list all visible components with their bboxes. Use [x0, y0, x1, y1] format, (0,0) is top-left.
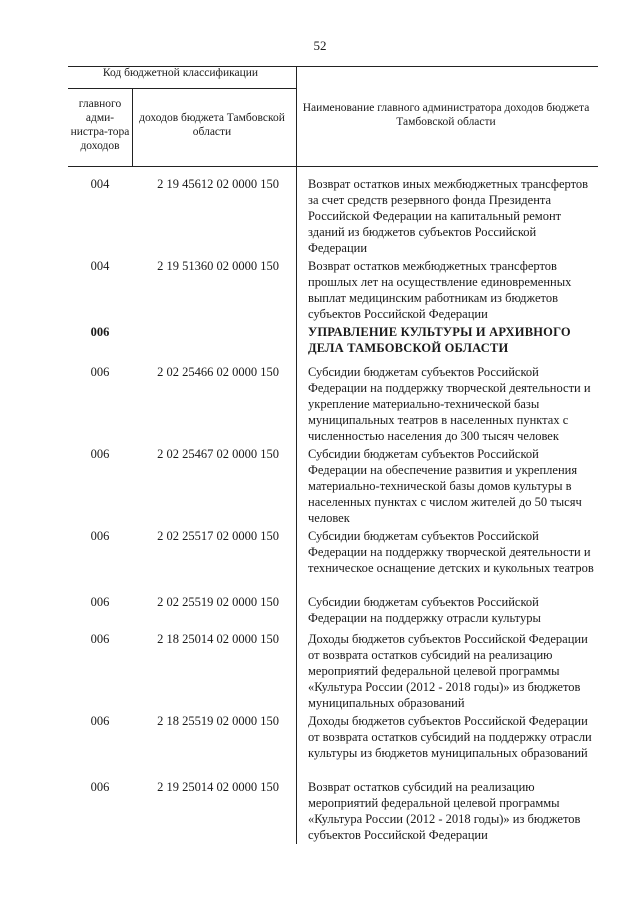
budget-code: 2 19 25014 02 0000 150 [157, 780, 279, 794]
page-number: 52 [313, 38, 327, 53]
income-name: Субсидии бюджетам субъектов Российской Федерации на обеспечение развития и укрепления материально-технической базы домов культуры в населенных пунктах с числом жителей до 50 тысяч человек [308, 447, 582, 525]
admin-code: 006 [90, 447, 110, 461]
header-name-column: Наименование главного администратора доходов бюджета Тамбовской области [302, 102, 590, 128]
budget-code: 2 19 45612 02 0000 150 [157, 177, 279, 191]
admin-code: 006 [90, 595, 110, 609]
budget-code: 2 02 25519 02 0000 150 [157, 595, 279, 609]
column-divider-code [296, 66, 297, 844]
header-kbk-title: Код бюджетной классификации [102, 67, 259, 79]
budget-code: 2 02 25517 02 0000 150 [157, 529, 279, 543]
kbk-header-divider [68, 88, 296, 89]
section-title: УПРАВЛЕНИЕ КУЛЬТУРЫ И АРХИВНОГО ДЕЛА ТАМБОВСКОЙ ОБЛАСТИ [308, 325, 571, 355]
admin-code: 006 [90, 780, 110, 794]
header-bottom-border [68, 166, 598, 167]
income-name: Возврат остатков иных межбюджетных трансфертов за счет средств резервного фонда Президента Российской Федерации на капитальный ремонт зданий из бюджетов субъектов Российской Федерации [308, 177, 589, 255]
header-income-column: доходов бюджета Тамбовской области [139, 112, 285, 138]
income-name: Субсидии бюджетам субъектов Российской Федерации на поддержку отрасли культуры [308, 595, 541, 625]
income-name: Субсидии бюджетам субъектов Российской Федерации на поддержку творческой деятельности и укрепление материально-технической базы муниципальных театров в населенных пунктах с численностью населения до 300 тысяч человек [308, 365, 591, 443]
admin-code: 006 [90, 714, 110, 728]
admin-code: 004 [90, 177, 110, 191]
budget-code: 2 02 25466 02 0000 150 [157, 365, 279, 379]
income-name: Доходы бюджетов субъектов Российской Федерации от возврата остатков субсидий на поддержку отрасли культуры из бюджетов муниципальных образований [308, 714, 592, 760]
admin-code: 004 [90, 259, 110, 273]
budget-code: 2 02 25467 02 0000 150 [157, 447, 279, 461]
admin-code: 006 [90, 365, 110, 379]
budget-code: 2 19 51360 02 0000 150 [157, 259, 279, 273]
header-admin-column: главного адми-нистра-тора доходов [70, 98, 130, 152]
admin-code: 006 [90, 529, 110, 543]
budget-code: 2 18 25014 02 0000 150 [157, 632, 279, 646]
income-name: Субсидии бюджетам субъектов Российской Федерации на поддержку творческой деятельности и техническое оснащение детских и кукольных театров [308, 529, 594, 575]
income-name: Доходы бюджетов субъектов Российской Федерации от возврата остатков субсидий на реализацию мероприятий федеральной целевой программы «Культура России (2012 - 2018 годы)» из бюджетов муниципальных образований [308, 632, 588, 710]
admin-code: 006 [90, 632, 110, 646]
income-name: Возврат остатков субсидий на реализацию мероприятий федеральной целевой программы «Культура России (2012 - 2018 годы)» из бюджетов субъектов Российской Федерации [308, 780, 581, 842]
income-name: Возврат остатков межбюджетных трансфертов прошлых лет на осуществление единовременных выплат медицинским работникам из бюджетов субъектов Российской Федерации [308, 259, 572, 321]
admin-code: 006 [90, 325, 110, 339]
budget-code: 2 18 25519 02 0000 150 [157, 714, 279, 728]
